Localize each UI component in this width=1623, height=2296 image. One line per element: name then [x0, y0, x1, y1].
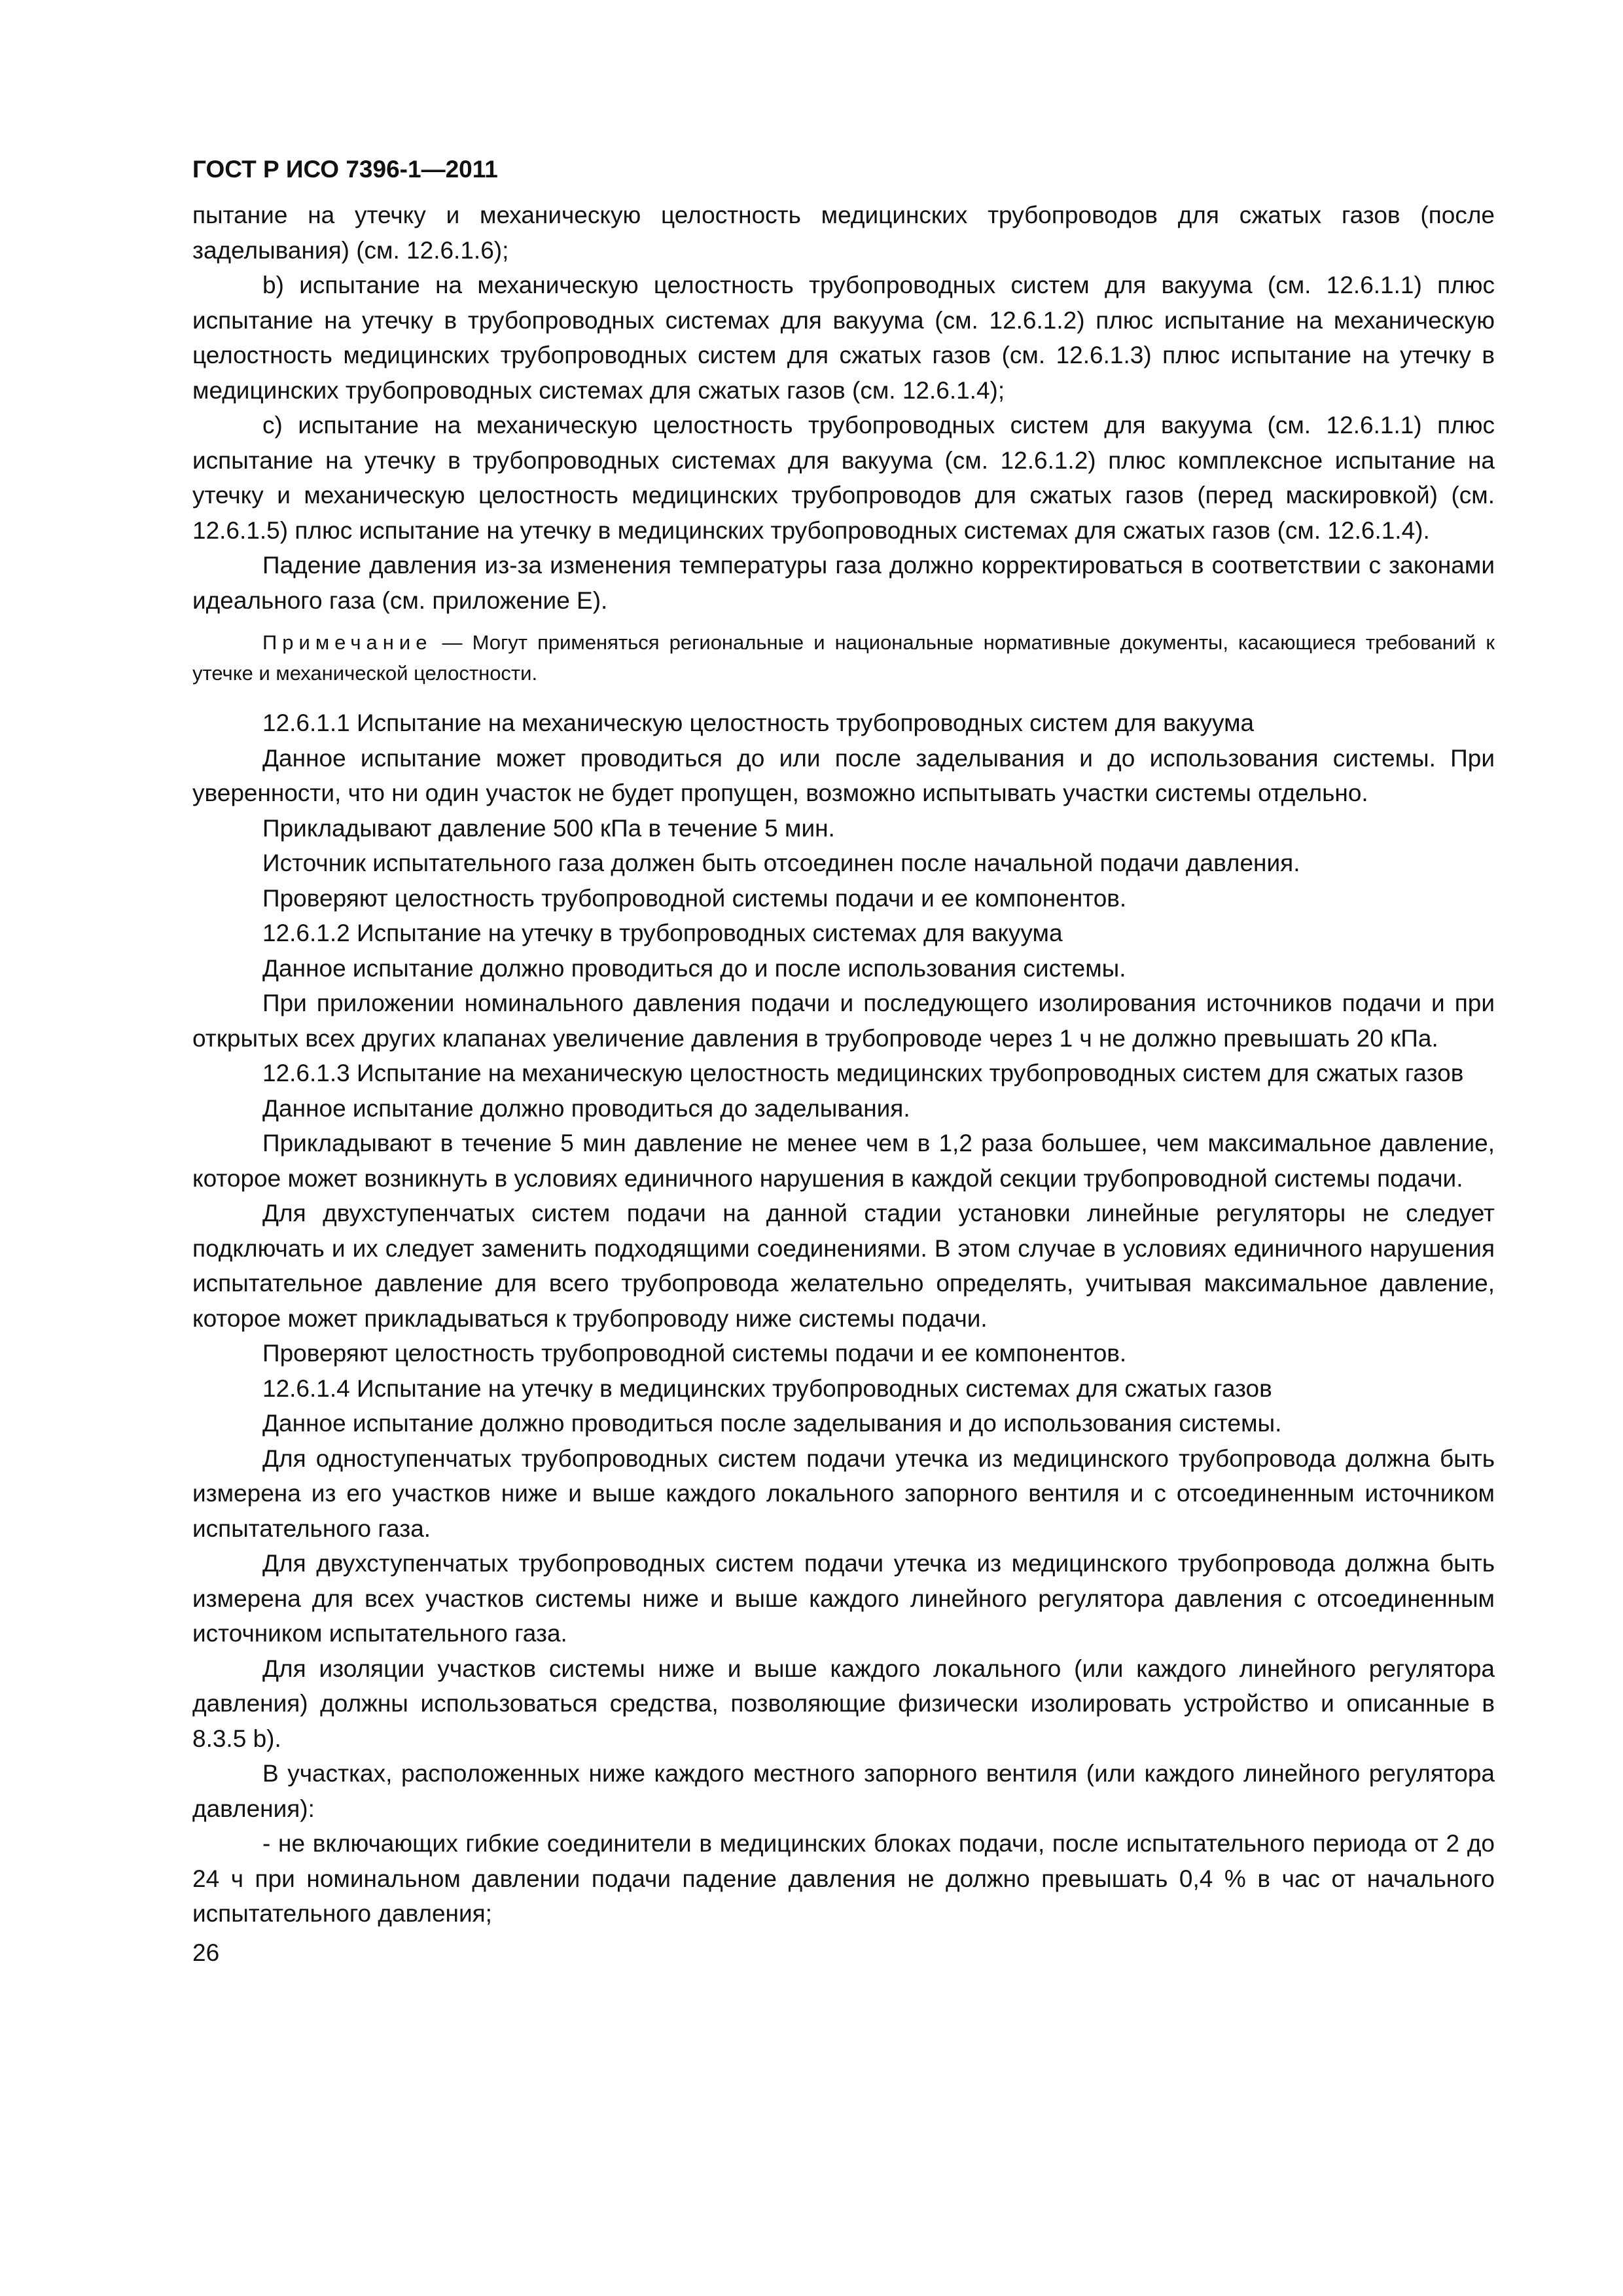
paragraph: Данное испытание должно проводиться после заделывания и до использования системы. [262, 1410, 1282, 1437]
paragraph: Источник испытательного газа должен быть отсоединен после начальной подачи давления. [262, 850, 1300, 876]
section-heading-12-6-1-3: 12.6.1.3 Испытание на механическую целостность медицинских трубопроводных систем для сжатых газов [262, 1060, 1464, 1086]
paragraph: Данное испытание может проводиться до или после заделывания и до использования системы. При уверенности, что ни один участок не будет пропущен, возможно испытывать участки системы отдельно. [192, 744, 1495, 806]
section-heading-12-6-1-4: 12.6.1.4 Испытание на утечку в медицинских трубопроводных системах для сжатых газов [262, 1374, 1272, 1402]
paragraph: Данное испытание должно проводиться до заделывания. [262, 1094, 910, 1122]
note [192, 627, 1495, 689]
paragraph-continuation: пытание на утечку и механическую целостность медицинских трубопроводов для сжатых газов (после заделывания) (см. 12.6.1.6); [192, 202, 1495, 264]
paragraph-item-b: b) испытание на механическую целостность трубопроводных систем для вакуума (см. 12.6.1.1) плюс испытание на утечку в трубопроводных системах для вакуума (см. 12.6.1.2) плюс испытание на механическую целостность медицинских трубопроводных систем для сжатых газов (см. 12.6.1.3) плюс испытание на утечку в медицинских трубопроводных системах для сжатых газов (см. 12.6.1.4); [192, 272, 1495, 404]
paragraph-pressure-drop: Падение давления из-за изменения температуры газа должно корректироваться в соответствии с законами идеального газа (см. приложение Е). [192, 552, 1495, 614]
paragraph: При приложении номинального давления подачи и последующего изолирования источников подачи и при открытых всех других клапанах увеличение давления в трубопроводе через 1 ч не должно превышать 20 кПа. [192, 990, 1495, 1052]
paragraph: Прикладывают в течение 5 мин давление не менее чем в 1,2 раза большее, чем максимальное давление, которое может возникнуть в условиях единичного нарушения в каждой секции трубопроводной системы подачи. [192, 1130, 1495, 1192]
paragraph-item-c: c) испытание на механическую целостность трубопроводных систем для вакуума (см. 12.6.1.1) плюс испытание на утечку в трубопроводных системах для вакуума (см. 12.6.1.2) плюс комплексное испытание на утечку и механическую целостность медицинских трубопроводов для сжатых газов (перед маскировкой) (см. 12.6.1.5) плюс испытание на утечку в медицинских трубопроводных системах для сжатых газов (см. 12.6.1.4). [192, 412, 1495, 544]
note-label: Примечание [262, 631, 433, 654]
paragraph: Проверяют целостность трубопроводной системы подачи и ее компонентов. [262, 884, 1127, 912]
paragraph: Для двухступенчатых трубопроводных систем подачи утечка из медицинского трубопровода должна быть измерена для всех участков системы ниже и выше каждого линейного регулятора давления с отсоединенным источником испытательного газа. [192, 1550, 1495, 1647]
note-text: — Могут применяться региональные и национальные нормативные документы, касающиеся требований к утечке и механической целостности. [192, 631, 1495, 685]
section-heading-12-6-1-1: 12.6.1.1 Испытание на механическую целостность трубопроводных систем для вакуума [262, 709, 1255, 736]
page-content [192, 154, 1495, 1968]
document-header: ГОСТ Р ИСО 7396-1—2011 [192, 156, 498, 183]
paragraph: Прикладывают давление 500 кПа в течение 5 мин. [262, 814, 835, 842]
page-number: 26 [192, 1939, 220, 1966]
paragraph: Для двухступенчатых систем подачи на данной стадии установки линейные регуляторы не следует подключать и их следует заменить подходящими соединениями. В этом случае в условиях единичного нарушения испытательное давление для всего трубопровода желательно определять, учитывая максимальное давление, которое может прикладываться к трубопроводу ниже системы подачи. [192, 1200, 1495, 1332]
list-item-dash: - не включающих гибкие соединители в медицинских блоках подачи, после испытательного периода от 2 до 24 ч при номинальном давлении подачи падение давления не должно превышать 0,4 % в час от начального испытательного давления; [192, 1830, 1495, 1927]
section-heading-12-6-1-2: 12.6.1.2 Испытание на утечку в трубопроводных системах для вакуума [262, 920, 1063, 946]
paragraph: Данное испытание должно проводиться до и после использования системы. [262, 954, 1126, 982]
paragraph: Для изоляции участков системы ниже и выше каждого локального (или каждого линейного регулятора давления) должны использоваться средства, позволяющие физически изолировать устройство и описанные в 8.3.5 b). [192, 1655, 1495, 1752]
paragraph: Для одноступенчатых трубопроводных систем подачи утечка из медицинского трубопровода должна быть измерена из его участков ниже и выше каждого локального запорного вентиля и с отсоединенным источником испытательного газа. [192, 1444, 1495, 1542]
paragraph: В участках, расположенных ниже каждого местного запорного вентиля (или каждого линейного регулятора давления): [192, 1760, 1495, 1822]
paragraph: Проверяют целостность трубопроводной системы подачи и ее компонентов. [262, 1340, 1127, 1367]
